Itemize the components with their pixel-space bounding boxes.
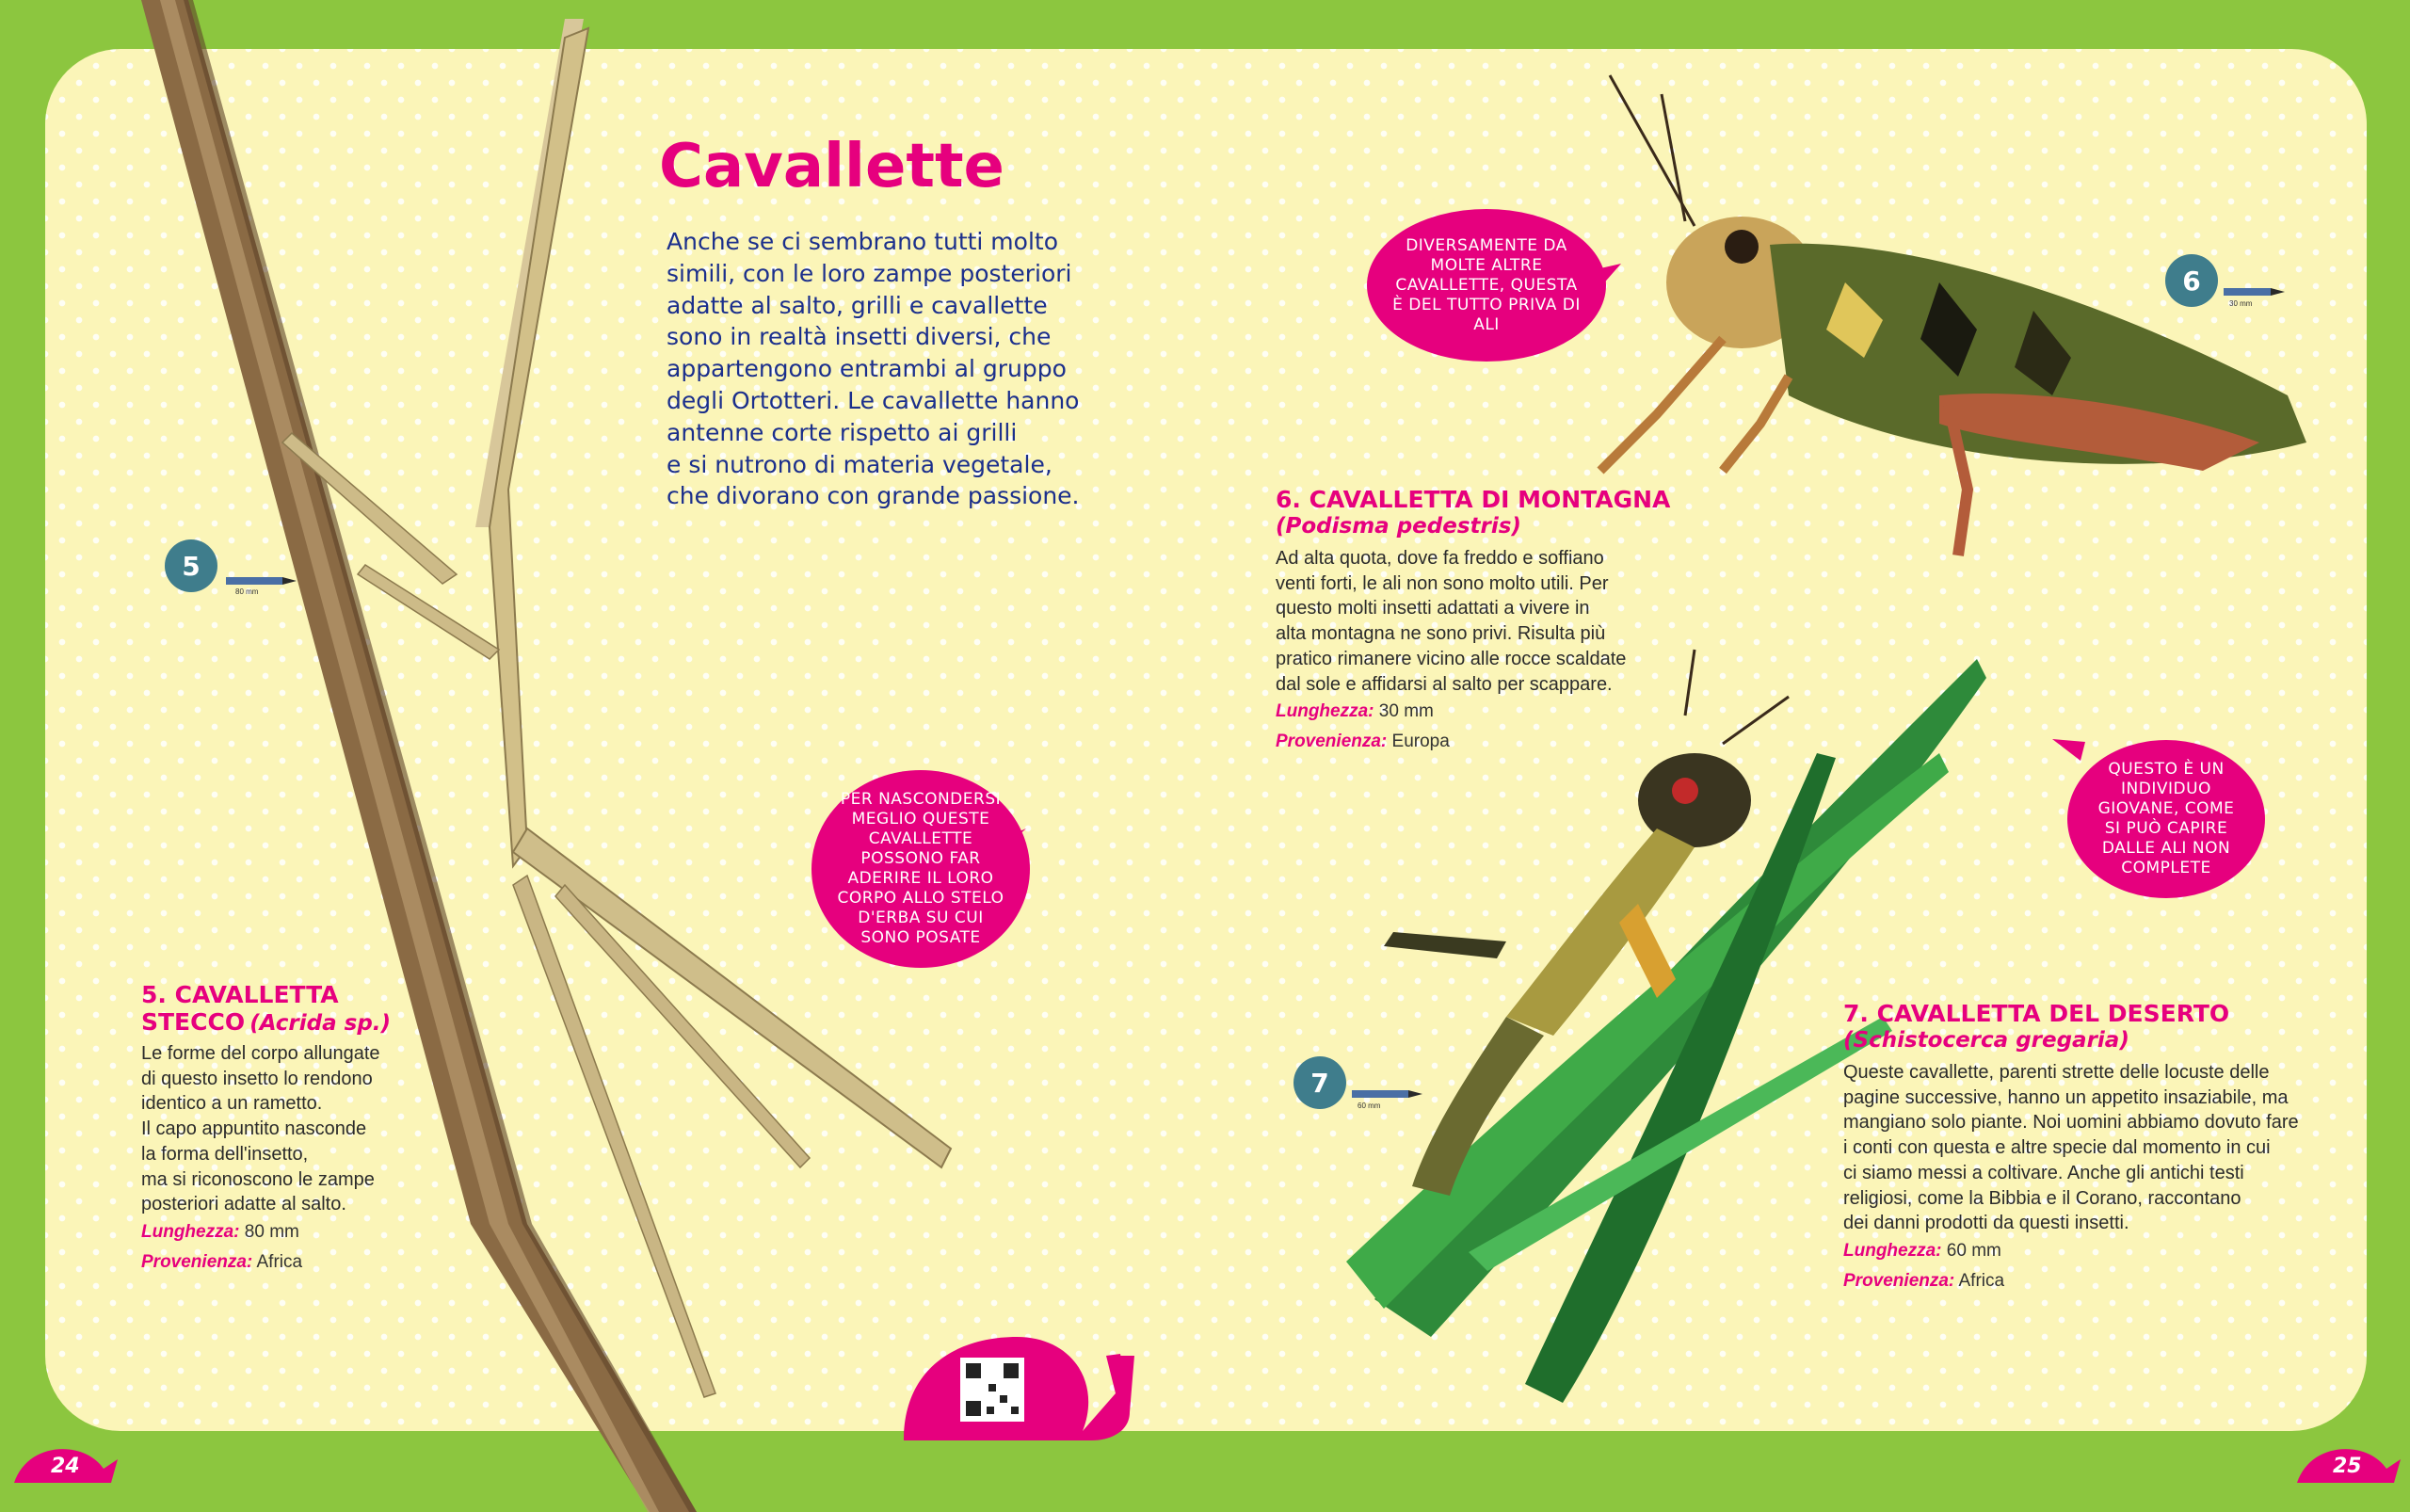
description-line: mangiano solo piante. Noi uomini abbiamo dovuto fare: [1843, 1112, 2299, 1134]
pencil-ruler-icon: [1352, 1087, 1427, 1101]
description-line: pratico rimanere vicino alle rocce scaldate: [1276, 648, 1627, 669]
species-scientific-name: (Schistocerca gregaria): [1843, 1028, 2129, 1053]
species-description: [1276, 546, 1671, 697]
description-line: Queste cavallette, parenti strette delle locuste delle: [1843, 1062, 2270, 1083]
ruler-label: 30 mm: [2229, 299, 2253, 308]
species-card-6: [1276, 486, 1671, 757]
description-line: i conti con questa e altre specie dal momento in cui: [1843, 1137, 2271, 1159]
origin-value: Africa: [1958, 1270, 2005, 1291]
bubble-text: DIVERSAMENTE DA MOLTE ALTRE CAVALLETTE, QUESTA È DEL TUTTO PRIVA DI ALI: [1392, 235, 1581, 334]
species-facts: [1843, 1236, 2342, 1296]
speech-bubble-stecco: [811, 770, 1030, 968]
description-line: alta montagna ne sono privi. Risulta più: [1276, 623, 1606, 645]
ruler-label: 80 mm: [235, 587, 259, 596]
species-facts: [1276, 697, 1671, 757]
description-line: venti forti, le ali non sono molto utili. Per: [1276, 572, 1609, 594]
pencil-ruler-icon: [2224, 285, 2290, 298]
origin-label: Provenienza:: [1276, 732, 1388, 752]
bubble-tail-deserto: [2052, 739, 2085, 761]
intro-line: simili, con le loro zampe posteriori: [667, 259, 1072, 287]
species-scientific-name: (Podisma pedestris): [1276, 514, 1521, 539]
speech-bubble-deserto: [2067, 740, 2265, 898]
description-line: posteriori adatte al salto.: [141, 1194, 346, 1215]
species-description: [141, 1041, 424, 1217]
length-value: 30 mm: [1378, 701, 1434, 722]
intro-line: adatte al salto, grilli e cavallette: [667, 291, 1048, 319]
species-scientific-name: (Acrida sp.): [249, 1011, 392, 1036]
description-line: di questo insetto lo rendono: [141, 1068, 373, 1089]
description-line: ci siamo messi a coltivare. Anche gli antichi testi: [1843, 1162, 2244, 1183]
species-name-line2: [141, 1008, 424, 1037]
description-line: Le forme del corpo allungate: [141, 1043, 380, 1064]
origin-value: Africa: [256, 1251, 303, 1272]
description-line: questo molti insetti adattati a vivere in: [1276, 598, 1590, 619]
species-name: 6. CAVALLETTA DI MONTAGNA: [1276, 486, 1671, 513]
page-title: Cavallette: [659, 132, 1004, 201]
length-label: Lunghezza:: [141, 1221, 240, 1242]
intro-text: [667, 226, 1100, 512]
intro-line: antenne corte rispetto ai grilli: [667, 418, 1018, 446]
species-card-7: [1843, 1000, 2342, 1296]
intro-line: e si nutrono di materia vegetale,: [667, 450, 1052, 478]
description-line: dal sole e affidarsi al salto per scappare.: [1276, 673, 1613, 695]
description-line: Il capo appuntito nasconde: [141, 1118, 367, 1140]
ruler-label: 60 mm: [1358, 1102, 1381, 1110]
species-number-badge-6: 6: [2165, 254, 2218, 307]
intro-line: degli Ortotteri. Le cavallette hanno: [667, 386, 1080, 414]
origin-label: Provenienza:: [141, 1251, 253, 1272]
description-line: Ad alta quota, dove fa freddo e soffiano: [1276, 548, 1604, 569]
description-line: identico a un rametto.: [141, 1093, 323, 1115]
species-facts: [141, 1217, 424, 1278]
speech-bubble-montagna: [1367, 209, 1606, 362]
mountain-grasshopper-illustration: [1600, 75, 2306, 555]
description-line: dei danni prodotti da questi insetti.: [1843, 1213, 2129, 1234]
description-line: la forma dell'insetto,: [141, 1143, 309, 1165]
description-line: pagine successive, hanno un appetito insaziabile, ma: [1843, 1086, 2289, 1108]
intro-line: Anche se ci sembrano tutti molto: [667, 228, 1059, 255]
species-number-badge-7: 7: [1293, 1056, 1346, 1109]
intro-line: sono in realtà insetti diversi, che: [667, 323, 1052, 351]
intro-line: che divorano con grande passione.: [667, 482, 1080, 510]
species-description: [1843, 1060, 2342, 1236]
length-label: Lunghezza:: [1276, 701, 1374, 722]
bubble-text: QUESTO È UN INDIVIDUO GIOVANE, COME SI PUÒ CAPIRE DALLE ALI NON COMPLETE: [2097, 760, 2235, 877]
origin-label: Provenienza:: [1843, 1270, 1955, 1291]
pencil-ruler-icon: [226, 574, 301, 587]
species-name: 7. CAVALLETTA DEL DESERTO: [1843, 1000, 2230, 1027]
snail-qr-icon: [904, 1337, 1134, 1440]
species-number-badge-5: 5: [165, 539, 217, 592]
length-value: 80 mm: [244, 1221, 299, 1242]
page-number-right: 25: [2333, 1455, 2362, 1478]
origin-value: Europa: [1391, 732, 1450, 752]
species-card-5: [141, 981, 424, 1278]
description-line: religiosi, come la Bibbia e il Corano, raccontano: [1843, 1187, 2241, 1209]
intro-line: appartengono entrambi al gruppo: [667, 355, 1067, 383]
page-number-left: 24: [51, 1455, 80, 1478]
description-line: ma si riconoscono le zampe: [141, 1168, 375, 1190]
bubble-text: PER NASCONDERSI MEGLIO QUESTE CAVALLETTE POSSONO FAR ADERIRE IL LORO CORPO ALLO STELO D'ERBA SU CUI SONO POSATE: [837, 790, 1004, 947]
length-value: 60 mm: [1946, 1240, 2001, 1261]
species-name: 5. CAVALLETTA: [141, 981, 339, 1008]
species-name: STECCO: [141, 1008, 246, 1036]
length-label: Lunghezza:: [1843, 1240, 1942, 1261]
